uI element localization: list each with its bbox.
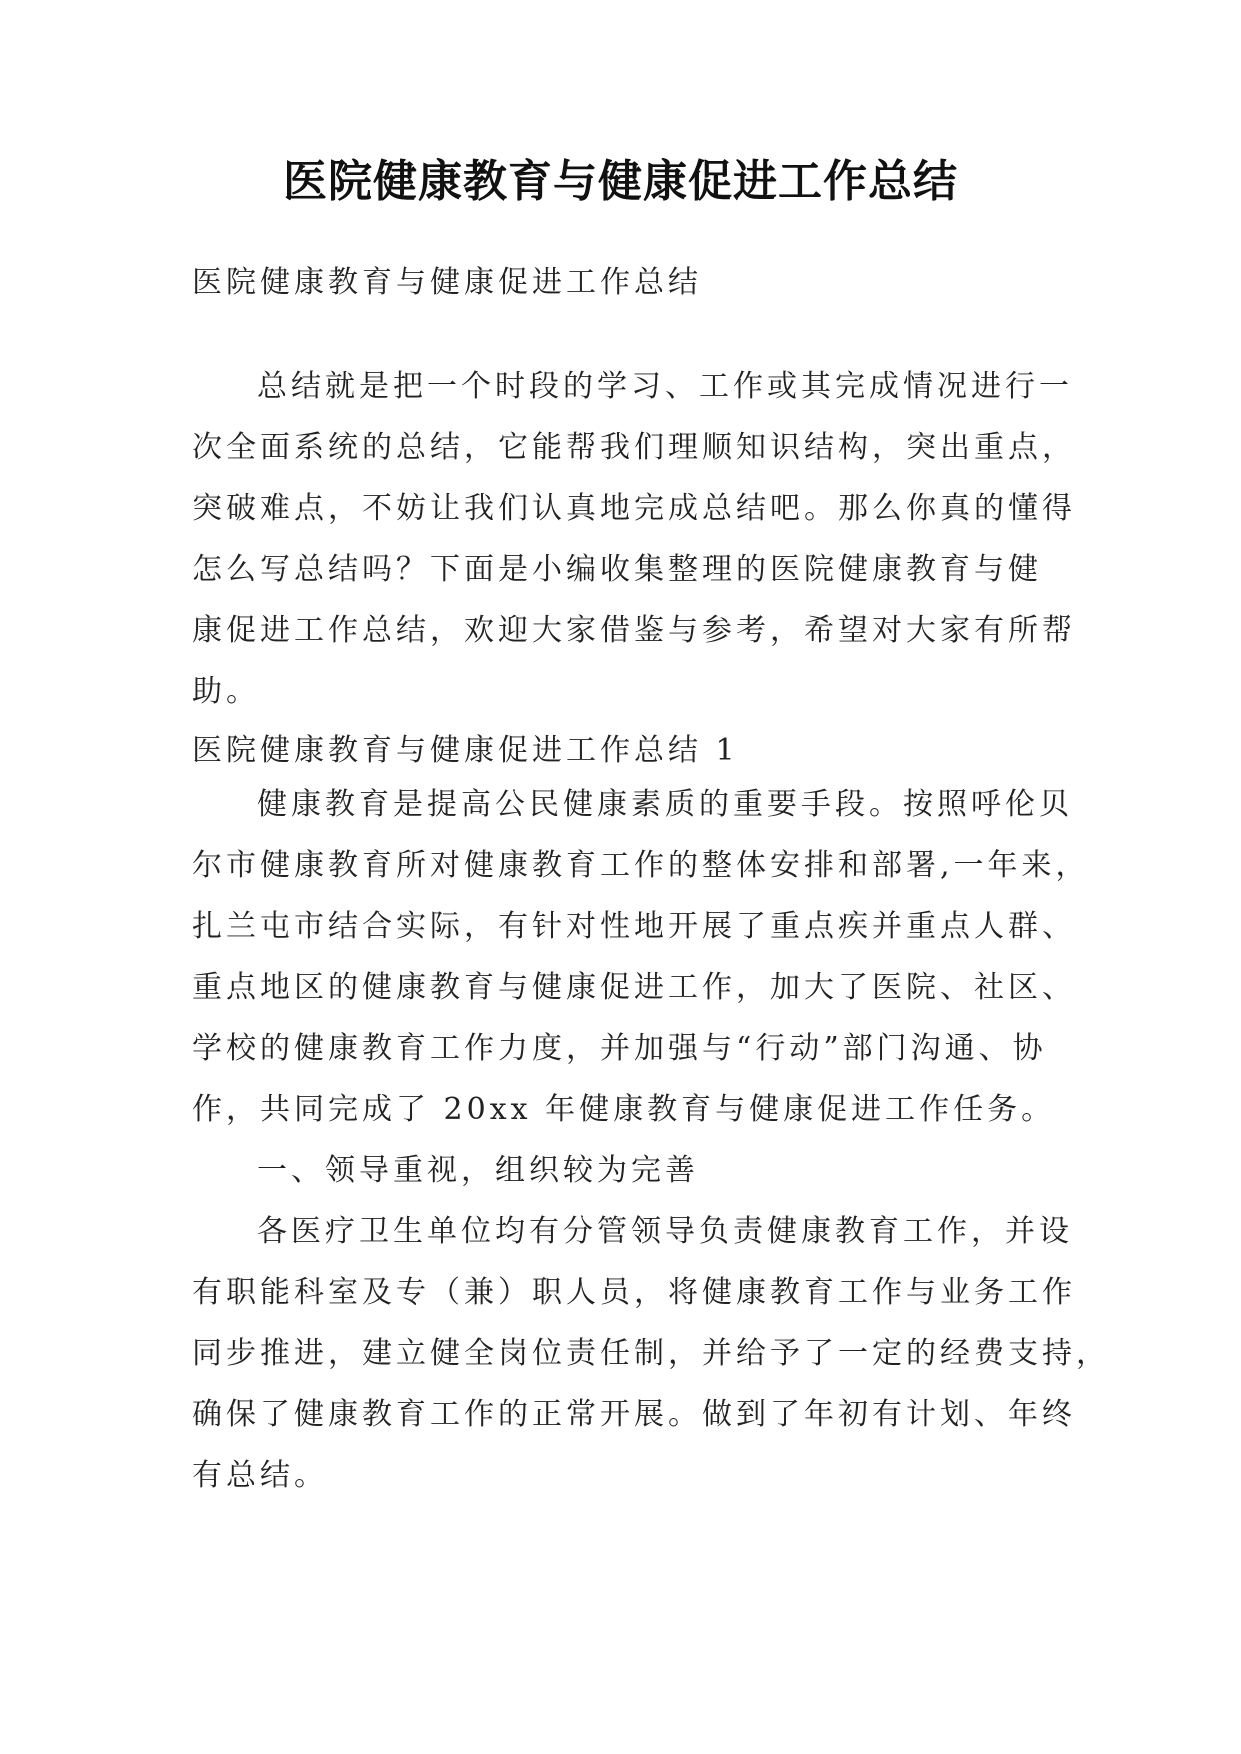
section1-heading-block	[192, 720, 1072, 781]
intro-line: 突破难点，不妨让我们认真地完成总结吧。那么你真的懂得	[192, 491, 1076, 526]
para2-line: 有职能科室及专（兼）职人员，将健康教育工作与业务工作	[192, 1275, 1076, 1310]
intro-line: 怎么写总结吗？下面是小编收集整理的医院健康教育与健	[192, 552, 1042, 587]
section1-line: 健康教育是提高公民健康素质的重要手段。按照呼伦贝	[257, 787, 1073, 822]
intro-line: 助。	[192, 674, 260, 709]
section1-paragraph	[192, 774, 1090, 1140]
section1-line: 作，共同完成了 20xx 年健康教育与健康促进工作任务。	[192, 1092, 1056, 1127]
document-title: 医院健康教育与健康促进工作总结	[283, 156, 958, 207]
section1-line: 尔市健康教育所对健康教育工作的整体安排和部署,一年来，	[192, 848, 1090, 883]
para2-line: 有总结。	[192, 1458, 328, 1493]
para2-line: 同步推进，建立健全岗位责任制，并给予了一定的经费支持，	[192, 1336, 1110, 1371]
intro-line: 次全面系统的总结，它能帮我们理顺知识结构，突出重点，	[192, 430, 1076, 465]
document-subtitle: 医院健康教育与健康促进工作总结	[192, 265, 702, 300]
para2-line: 确保了健康教育工作的正常开展。做到了年初有计划、年终	[192, 1397, 1076, 1432]
section1-line: 扎兰屯市结合实际，有针对性地开展了重点疾并重点人群、	[192, 909, 1076, 944]
intro-paragraph	[192, 356, 1076, 722]
para2-paragraph	[192, 1201, 1110, 1506]
section1-line: 重点地区的健康教育与健康促进工作，加大了医院、社区、	[192, 970, 1076, 1005]
subheading1-block	[192, 1140, 1072, 1201]
subheading-leadership: 一、领导重视，组织较为完善	[257, 1153, 699, 1188]
para2-line: 各医疗卫生单位均有分管领导负责健康教育工作，并设	[257, 1214, 1073, 1249]
section1-line: 学校的健康教育工作力度，并加强与“行动”部门沟通、协	[192, 1031, 1047, 1066]
section1-heading: 医院健康教育与健康促进工作总结 1	[192, 733, 739, 768]
intro-line: 康促进工作总结，欢迎大家借鉴与参考，希望对大家有所帮	[192, 613, 1076, 648]
intro-line: 总结就是把一个时段的学习、工作或其完成情况进行一	[257, 369, 1073, 404]
document-subtitle-block	[192, 252, 1072, 313]
